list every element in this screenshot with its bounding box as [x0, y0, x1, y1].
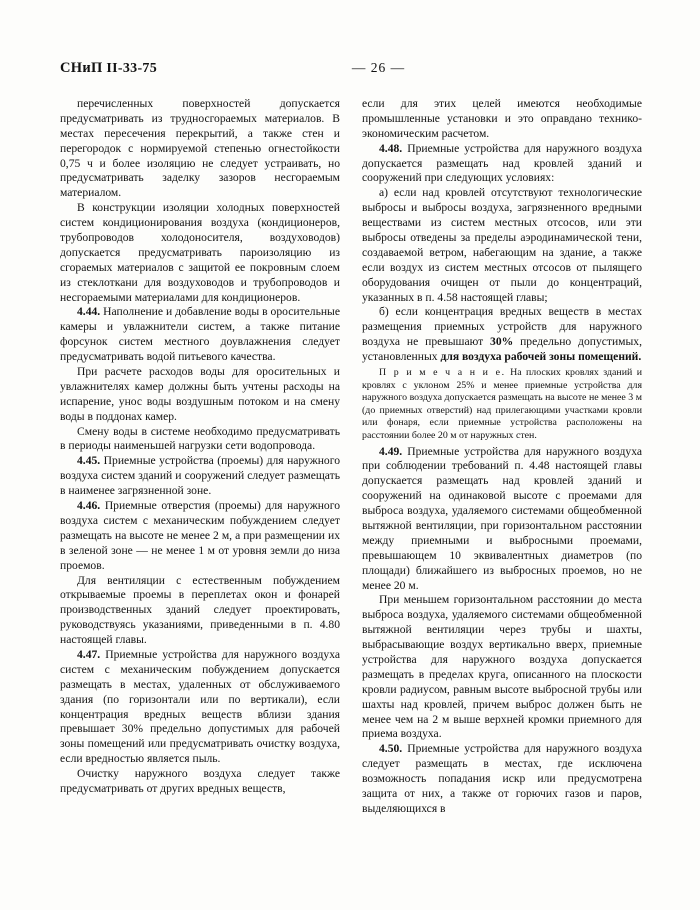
paragraph-subitem-a: а) если над кровлей отсутствуют технологические выбросы и выбросы воздуха, загрязненного вредными веществами из систем местных отсосов, или эти выбросы отведены за пределы аэродинамической тени, создаваемой ветром, набегающим на здание, а также если воздух из систем местных отсосов от пылящего оборудования очищен от пыли до концентраций, указанных в п. 4.58 настоящей главы;	[362, 186, 642, 304]
paragraph: Смену воды в системе необходимо предусматривать в периоды наименьшей нагрузки сети водопровода.	[60, 424, 340, 453]
document-code-prefix: СНиП	[60, 60, 103, 76]
document-code	[60, 60, 157, 77]
emphasis-text: для воздуха рабочей зоны помещений.	[440, 350, 642, 364]
paragraph-subitem-b: б) если концентрация вредных веществ в местах размещения приемных устройств для наружного воздуха не превышают 30% предельно допустимых, установленных для воздуха рабочей зоны помещений.	[362, 305, 642, 364]
page-header	[60, 60, 640, 77]
note-block	[362, 367, 642, 442]
paragraph-numbered: 4.48. Приемные устройства для наружного воздуха допускается размещать над кровлей зданий и сооружений при следующих условиях:	[362, 141, 642, 185]
column-left	[60, 97, 340, 817]
clause-number: 4.50.	[379, 742, 403, 756]
paragraph-numbered: 4.50. Приемные устройства для наружного воздуха следует размещать в местах, где исключена возможность попадания искр или предусмотрена защита от них, а также от горючих газов и паров, выделяющихся в	[362, 742, 642, 815]
clause-number: 4.48.	[379, 141, 403, 155]
clause-number: 4.44.	[77, 305, 101, 319]
paragraph: Для вентиляции с естественным побуждением открываемые проемы в переплетах окон и фонарей производственных зданий следует проектировать, руководствуясь указаниями, приведенными в п. 4.80 настоящей главы.	[60, 573, 340, 647]
percentage-value: 30%	[490, 335, 514, 349]
paragraph-numbered: 4.44. Наполнение и добавление воды в оросительные камеры и увлажнители систем, а также питание форсунок систем местного доувлажнения следует предусматривать водой питьевого качества.	[60, 305, 340, 364]
paragraph-continuation: если для этих целей имеются необходимые промышленные установки и это оправдано технико-экономическим расчетом.	[362, 97, 642, 140]
paragraph-numbered: 4.46. Приемные отверстия (проемы) для наружного воздуха систем с механическим побуждением следует размещать на высоте не менее 2 м, а при размещении их в зеленой зоне — не менее 1 м от уровня земли до низа проемов.	[60, 499, 340, 572]
paragraph: В конструкции изоляции холодных поверхностей систем кондиционирования воздуха (кондиционеров, трубопроводов холодоносителя, воздуховодов) допускается предусматривать пароизоляцию из сгораемых материалов с защитой ее покровным слоем из стеклоткани для воздуховодов и трубопроводов и несгораемыми материалами для кондиционеров.	[60, 201, 340, 304]
paragraph-numbered: 4.47. Приемные устройства для наружного воздуха систем с механическим побуждением допускается размещать в местах, удаленных от обслуживаемого здания (по горизонтали или по вертикали), если концентрация вредных веществ вблизи здания превышает 30% предельно допустимых для рабочей зоны помещений или предусматривать очистку воздуха, если вредностью является пыль.	[60, 647, 340, 766]
column-right	[362, 97, 642, 817]
clause-number: 4.45.	[77, 454, 101, 468]
clause-number: 4.47.	[77, 647, 101, 661]
page-number: — 26 —	[351, 60, 406, 75]
paragraph: При расчете расходов воды для оросительных и увлажнителях камер должны быть учтены расходы на испарение, унос воды воздушным потоком и на смену воды в поддонах камер.	[60, 365, 340, 423]
body-columns	[60, 97, 642, 817]
document-code-number: II-33-75	[106, 61, 158, 76]
note-text: На плоских кровлях зданий и кровлях с уклоном 25% и менее приемные устройства для наружного воздуха допускается размещать на высоте не менее 3 м (до приемных отверстий) над прилегающими участками кровли или фонаря, если приемные устройства расположены на расстоянии более 20 м от наружных стен.	[362, 367, 642, 441]
paragraph-numbered: 4.49. Приемные устройства для наружного воздуха при соблюдении требований п. 4.48 настоящей главы допускается размещать над кровлей зданий и сооружений на одинаковой высоте с проемами для выброса воздуха, удаляемого системами общеобменной вытяжной вентиляции, при горизонтальном расстоянии между приемными и выбросными проемами, превышающем 10 эквивалентных диаметров (по площади) ближайшего из выбросных проемов, но не менее 20 м.	[362, 444, 642, 592]
clause-number: 4.46.	[77, 499, 101, 513]
note-label: П р и м е ч а н и е.	[379, 367, 506, 379]
paragraph: Очистку наружного воздуха следует также предусматривать от других вредных веществ,	[60, 767, 340, 795]
clause-number: 4.49.	[379, 444, 403, 458]
paragraph: перечисленных поверхностей допускается предусматривать из трудносгораемых материалов. В местах пересечения перекрытий, а также стен и перегородок с нормируемой степенью огнестойкости 0,75 ч и более изоляцию не следует устраивать, но предусматривать заделку зазоров несгораемым материалом.	[60, 97, 340, 200]
paragraph: При меньшем горизонтальном расстоянии до места выброса воздуха, удаляемого системами общеобменной вытяжной вентиляции через трубы и шахты, выбрасывающие воздух вертикально вверх, приемные устройства для наружного воздуха допускается размещать в пределах круга, описанного на плоскости кровли радиусом, равным высоте выбросной трубы или шахты над кровлей, причем выброс должен быть не менее чем на 2 м выше верхней кромки приемного для приема воздуха.	[362, 593, 642, 741]
paragraph-numbered: 4.45. Приемные устройства (проемы) для наружного воздуха систем зданий и сооружений следует размещать в наименее загрязненной зоне.	[60, 454, 340, 498]
